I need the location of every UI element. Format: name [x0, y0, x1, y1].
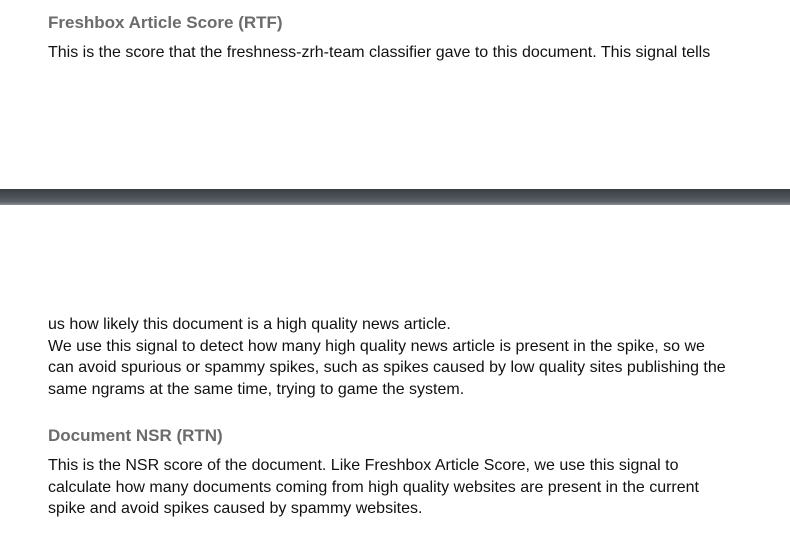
paragraph-line: This is the score that the freshness-zrh-team classifier gave to this document. This signal tells: [48, 44, 711, 61]
paragraph-document-nsr: [48, 455, 699, 520]
paragraph-line: same ngrams at the same time, trying to game the system.: [48, 380, 465, 398]
paragraph-line: can avoid spurious or spammy spikes, such as spikes caused by low quality sites publishing the: [48, 359, 726, 376]
paragraph-line: spike and avoid spikes caused by spammy websites.: [48, 500, 423, 517]
section-heading-document-nsr: Document NSR (RTN): [48, 426, 223, 445]
paragraph-line: calculate how many documents coming from high quality websites are present in the current: [48, 478, 699, 496]
paragraph-line: This is the NSR score of the document. Like Freshbox Article Score, we use this signal to: [48, 457, 679, 474]
page-break-divider: [0, 189, 790, 205]
paragraph-line: We use this signal to detect how many high quality news article is present in the spike, so we: [48, 337, 705, 355]
section-heading-freshbox-article-score: Freshbox Article Score (RTF): [48, 13, 283, 32]
paragraph-freshbox-continued: [48, 314, 726, 400]
paragraph-freshbox-intro: [48, 42, 710, 64]
paragraph-line: us how likely this document is a high quality news article.: [48, 316, 451, 333]
